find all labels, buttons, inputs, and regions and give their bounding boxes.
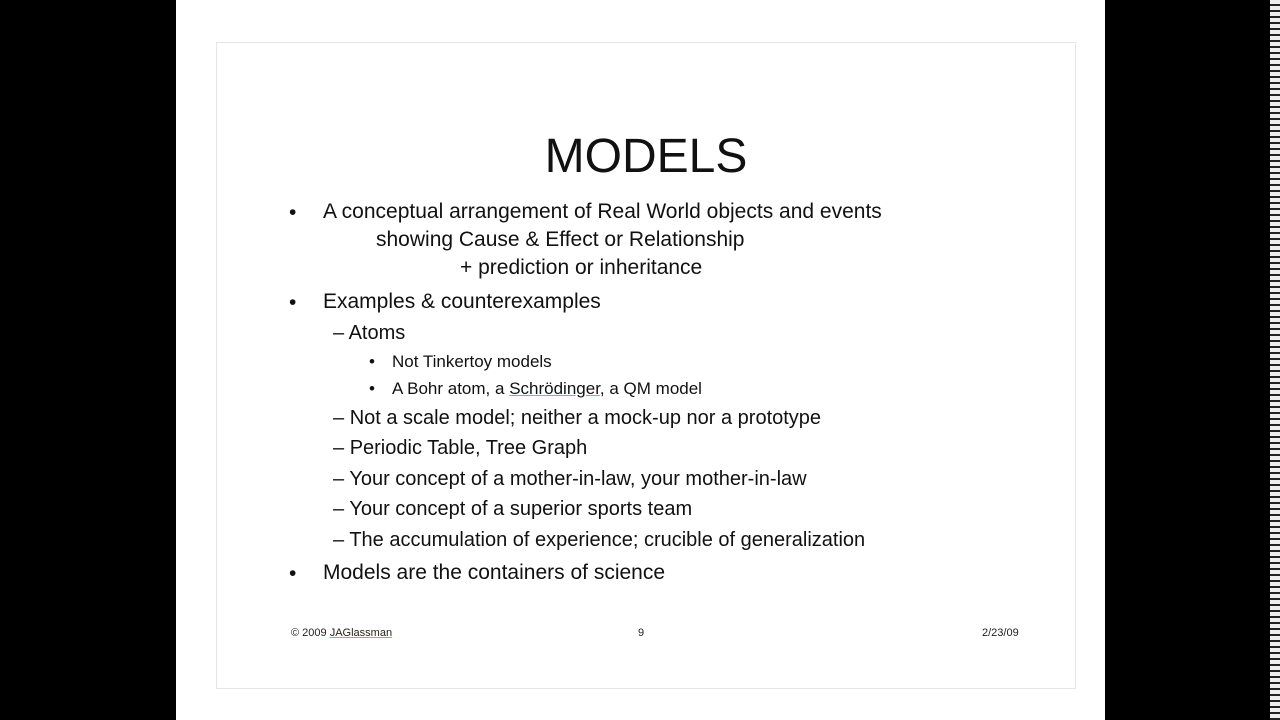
bullet-icon: • bbox=[289, 201, 297, 224]
dash-icon: – bbox=[333, 468, 345, 490]
subsub-item-bohr bbox=[392, 379, 702, 399]
bullet-2: Examples & counterexamples bbox=[323, 290, 601, 313]
bullet-1-line-2: showing Cause & Effect or Relationship bbox=[376, 228, 745, 251]
bullet-1-line-3: + prediction or inheritance bbox=[460, 256, 703, 279]
slide bbox=[216, 42, 1076, 689]
dash-icon: – bbox=[333, 529, 345, 551]
sub-item: Periodic Table, Tree Graph bbox=[349, 437, 588, 459]
subsub-text: , a QM model bbox=[599, 379, 702, 398]
bullet-icon: • bbox=[369, 352, 375, 371]
footer-copyright bbox=[291, 627, 392, 639]
bullet-icon: • bbox=[369, 379, 375, 398]
bullet-3: Models are the containers of science bbox=[323, 561, 666, 584]
subsub-item-tinkertoy: Not Tinkertoy models bbox=[392, 352, 552, 371]
sub-item: The accumulation of experience; crucible of generalization bbox=[349, 529, 866, 551]
sub-item-atoms: Atoms bbox=[348, 322, 406, 344]
sub-item: Your concept of a mother-in-law, your mother-in-law bbox=[349, 468, 807, 490]
dash-icon: – bbox=[333, 322, 345, 344]
right-letterbox bbox=[1106, 0, 1270, 720]
document-page bbox=[176, 0, 1105, 720]
sub-item: Your concept of a superior sports team bbox=[349, 498, 693, 520]
subsub-text-underlined: Schrödinger bbox=[509, 379, 600, 398]
bullet-icon: • bbox=[289, 562, 297, 585]
footer-page-number: 9 bbox=[638, 627, 645, 639]
dash-icon: – bbox=[333, 407, 345, 429]
slide-title: MODELS bbox=[544, 130, 748, 183]
sub-item: Not a scale model; neither a mock-up nor a prototype bbox=[349, 407, 822, 429]
copyright-text: © 2009 bbox=[291, 627, 330, 639]
dash-icon: – bbox=[333, 437, 345, 459]
bullet-1-line-1: A conceptual arrangement of Real World objects and events bbox=[323, 200, 882, 223]
bullet-icon: • bbox=[289, 291, 297, 314]
subsub-text: A Bohr atom, a bbox=[392, 379, 510, 398]
left-letterbox bbox=[0, 0, 175, 720]
edge-strip bbox=[1270, 0, 1280, 720]
footer-date: 2/23/09 bbox=[982, 627, 1019, 639]
author-name: JAGlassman bbox=[329, 627, 393, 639]
dash-icon: – bbox=[333, 498, 345, 520]
